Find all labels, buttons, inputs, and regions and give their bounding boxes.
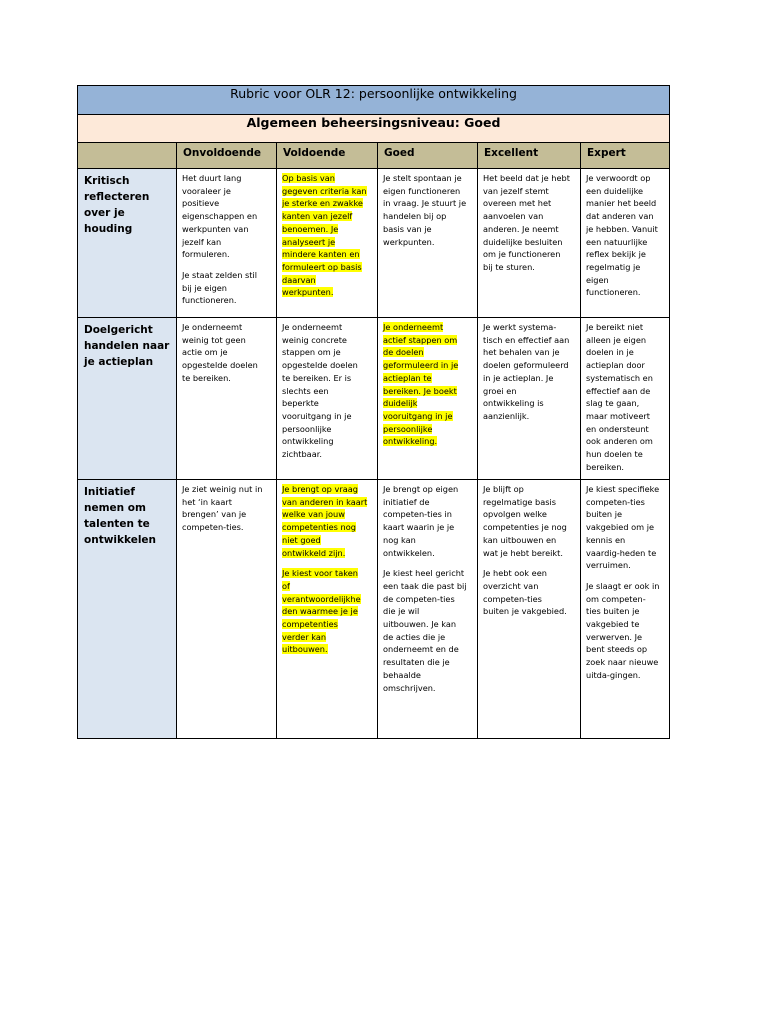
descriptor-text: Je onderneemt weinig tot geen actie om je opgestelde doelen te bereiken. <box>182 322 258 383</box>
descriptor-cell-expert <box>581 480 670 739</box>
descriptor-text: Je brengt op eigen initiatief de competen-ties in kaart waarin je je nog kan ontwikkelen. <box>383 484 459 558</box>
descriptor-text: Op basis van gegeven criteria kan je sterke en zwakke kanten van jezelf benoemen. Je analyseert je mindere kanten en formuleert op basis daarvan werkpunten. <box>282 173 367 298</box>
descriptor-text: Je werkt systema- tisch en effectief aan het behalen van je doelen geformuleerd in je actieplan. Je groei en ontwikkeling is aanzienlijk. <box>483 322 570 421</box>
descriptor-cell-excellent <box>478 169 581 318</box>
criterion-cell <box>78 318 177 480</box>
mastery-level: Algemeen beheersingsniveau: Goed <box>78 115 670 143</box>
descriptor-cell-onvoldoende <box>177 480 277 739</box>
descriptor-text: Het duurt lang vooraleer je positieve eigenschappen en werkpunten van jezelf kan formuleren. <box>182 173 258 260</box>
descriptor-text: Je blijft op regelmatige basis opvolgen welke competenties je nog kan uitbouwen en wat je hebt bereikt. <box>483 484 567 558</box>
descriptor-text: Je ziet weinig nut in het ‘in kaart brengen’ van je competen-ties. <box>182 484 263 533</box>
rubric-title: Rubric voor OLR 12: persoonlijke ontwikkeling <box>78 86 670 115</box>
descriptor-cell-expert <box>581 169 670 318</box>
descriptor-cell-expert <box>581 318 670 480</box>
rubric-row <box>78 318 670 480</box>
descriptor-text: Je onderneemt actief stappen om de doelen geformuleerd in je actieplan te bereiken. Je boekt duidelijk vooruitgang in je persoonlijke ontwikkeling. <box>383 322 459 447</box>
rubric-table <box>77 85 670 739</box>
descriptor-text: Je hebt ook een overzicht van competen-ties buiten je vakgebied. <box>483 568 567 617</box>
criterion-cell <box>78 480 177 739</box>
descriptor-text: Je kiest heel gericht een taak die past bij de competen-ties die je wil uitbouwen. Je kan de acties die je onderneemt en de resultaten die je behaalde omschrijven. <box>383 568 467 693</box>
descriptor-cell-excellent <box>478 480 581 739</box>
descriptor-cell-voldoende <box>277 169 378 318</box>
header-goed: Goed <box>378 143 478 169</box>
rubric-row <box>78 169 670 318</box>
descriptor-text: Je onderneemt weinig concrete stappen om je opgestelde doelen te bereiken. Er is slechts een beperkte vooruitgang in je persoonlijke ontwikkeling zichtbaar. <box>282 322 358 460</box>
criterion-label: Doelgericht handelen naar je actieplan <box>84 324 170 368</box>
descriptor-text: Je stelt spontaan je eigen functioneren in vraag. Je stuurt je handelen bij op basis van je werkpunten. <box>383 173 467 247</box>
descriptor-text: Je verwoordt op een duidelijke manier het beeld dat anderen van je hebben. Vanuit een natuurlijke reflex bekijk je regelmatig je eigen functioneren. <box>586 173 658 298</box>
descriptor-cell-voldoende <box>277 480 378 739</box>
criterion-cell <box>78 169 177 318</box>
descriptor-text: Je bereikt niet alleen je eigen doelen in je actieplan door systematisch en effectief aan de slag te gaan, maar motiveert en ondersteunt ook anderen om hun doelen te bereiken. <box>586 322 653 472</box>
header-onvoldoende: Onvoldoende <box>177 143 277 169</box>
header-excellent: Excellent <box>478 143 581 169</box>
header-expert: Expert <box>581 143 670 169</box>
descriptor-text: Je slaagt er ook in om competen- ties buiten je vakgebied te verwerven. Je bent steeds op zoek naar nieuwe uitda-gingen. <box>586 580 660 680</box>
header-empty <box>78 143 177 169</box>
descriptor-cell-onvoldoende <box>177 318 277 480</box>
descriptor-cell-goed <box>378 480 478 739</box>
header-voldoende: Voldoende <box>277 143 378 169</box>
descriptor-cell-excellent <box>478 318 581 480</box>
criterion-label: Initiatief nemen om talenten te ontwikkelen <box>84 486 157 546</box>
descriptor-text: Je staat zelden stil bij je eigen functioneren. <box>182 269 258 306</box>
rubric-row <box>78 480 670 739</box>
descriptor-cell-goed <box>378 169 478 318</box>
column-header-row <box>78 143 670 169</box>
descriptor-cell-onvoldoende <box>177 169 277 318</box>
criterion-label: Kritisch reflecteren over je houding <box>84 175 150 235</box>
descriptor-text: Je kiest specifieke competen-ties buiten je vakgebied om je kennis en vaardig-heden te verruimen. <box>586 484 660 571</box>
descriptor-text: Het beeld dat je hebt van jezelf stemt overeen met het aanvoelen van anderen. Je neemt duidelijke besluiten om je functioneren bij te sturen. <box>483 173 570 272</box>
descriptor-text: Je kiest voor taken of verantwoordelijkhe den waarmee je je competenties verder kan uitbouwen. <box>282 568 361 655</box>
descriptor-text: Je brengt op vraag van anderen in kaart welke van jouw competenties nog niet goed ontwikkeld zijn. <box>282 484 368 558</box>
descriptor-cell-voldoende <box>277 318 378 480</box>
descriptor-cell-goed <box>378 318 478 480</box>
